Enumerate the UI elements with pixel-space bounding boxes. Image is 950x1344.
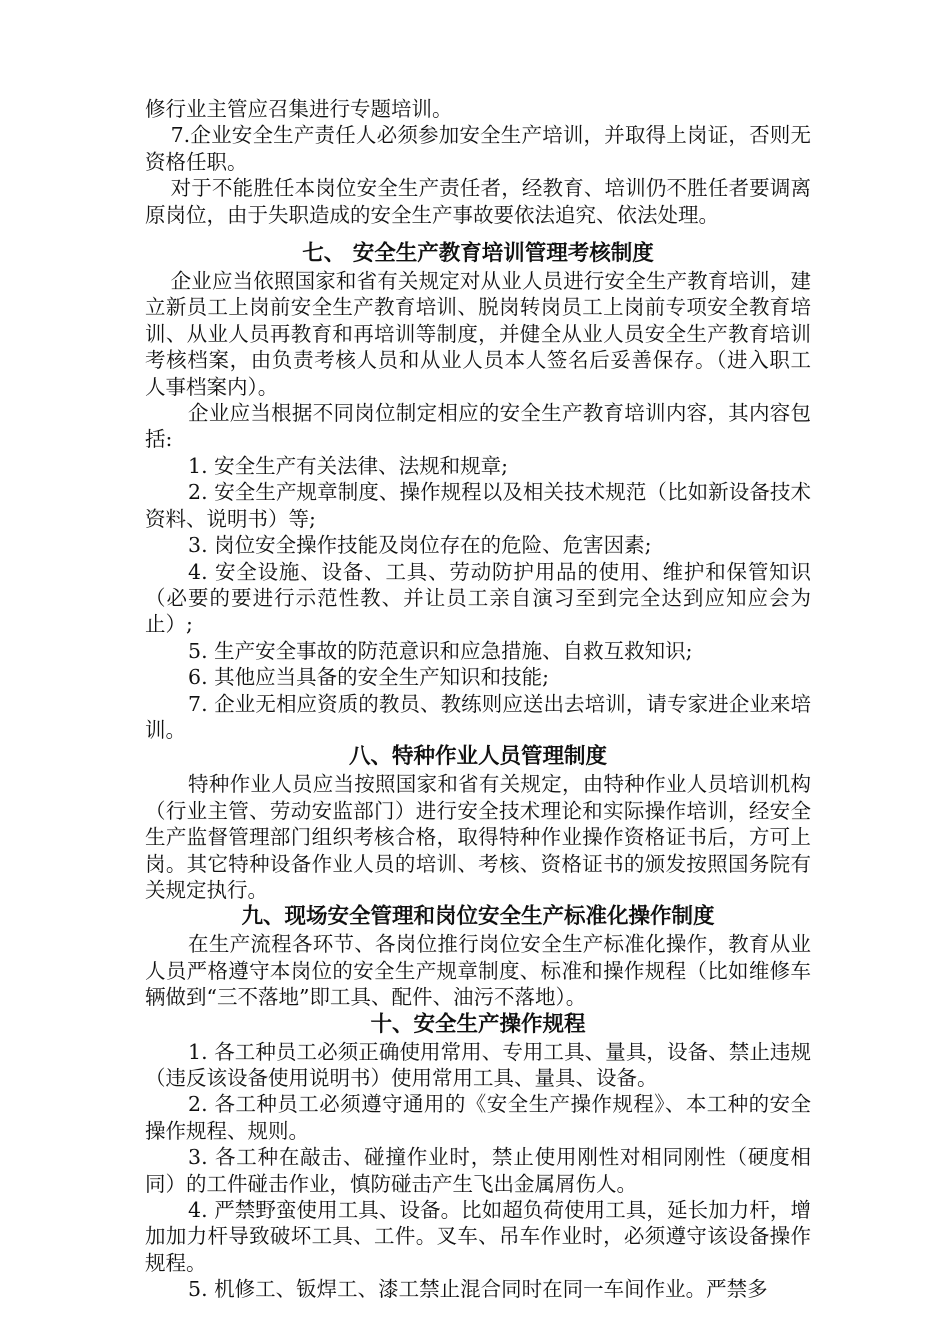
section-7-intro: 企业应当依照国家和省有关规定对从业人员进行安全生产教育培训，建立新员工上岗前安全生产教育培训、脱岗转岗员工上岗前专项安全教育培训、从业人员再教育和再培训等制度，并健全从业人员安全生产教育培训考核档案，由负责考核人员和从业人员本人签名后妥善保存。（进入职工人事档案内）。 [145, 269, 811, 399]
section-9-title: 九、现场安全管理和岗位安全生产标准化操作制度 [241, 904, 715, 930]
section-7-item: 2. 安全生产规章制度、操作规程以及相关技术规范（比如新设备技术资料、说明书）等; [145, 480, 811, 531]
section-8-title: 八、特种作业人员管理制度 [348, 744, 607, 770]
section-10-title: 十、安全生产操作规程 [370, 1011, 586, 1037]
section-7-item: 6. 其他应当具备的安全生产知识和技能; [188, 665, 550, 690]
section-10-item: 2. 各工种员工必须遵守通用的《安全生产操作规程》、本工种的安全操作规程、规则。 [145, 1092, 811, 1143]
section-7-item: 1. 安全生产有关法律、法规和规章; [188, 453, 509, 478]
paragraph-dismissal: 对于不能胜任本岗位安全生产责任者，经教育、培训仍不胜任者要调离原岗位，由于失职造成的安全生产事故要依法追究、依法处理。 [145, 176, 811, 227]
section-10-item: 4. 严禁野蛮使用工具、设备。比如超负荷使用工具，延长加力杆，增加加力杆导致破坏工具、工件。叉车、吊车作业时，必须遵守该设备操作规程。 [145, 1198, 811, 1275]
section-7-item: 4. 安全设施、设备、工具、劳动防护用品的使用、维护和保管知识（必要的要进行示范性教、并让员工亲自演习至到完全达到应知应会为止）; [145, 559, 811, 637]
section-7-item: 5. 生产安全事故的防范意识和应急措施、自救互救知识; [188, 638, 693, 663]
section-7-intro-2: 企业应当根据不同岗位制定相应的安全生产教育培训内容，其内容包括: [145, 401, 811, 452]
section-10-item: 5. 机修工、钣焊工、漆工禁止混合同时在同一车间作业。严禁多 [188, 1277, 768, 1302]
section-7-item: 3. 岗位安全操作技能及岗位存在的危险、危害因素; [188, 533, 652, 558]
document-page [145, 96, 811, 1303]
section-7-title: 七、 安全生产教育培训管理考核制度 [302, 241, 654, 267]
paragraph-continuation: 修行业主管应召集进行专题培训。 [145, 97, 453, 121]
section-7-item: 7. 企业无相应资质的教员、教练则应送出去培训，请专家进企业来培训。 [145, 691, 811, 742]
section-10-item: 1. 各工种员工必须正确使用常用、专用工具、量具，设备、禁止违规（违反该设备使用说明书）使用常用工具、量具、设备。 [145, 1039, 811, 1090]
section-8-body: 特种作业人员应当按照国家和省有关规定，由特种作业人员培训机构（行业主管、劳动安监部门）进行安全技术理论和实际操作培训，经安全生产监督管理部门组织考核合格，取得特种作业操作资格证书后，方可上岗。其它特种设备作业人员的培训、考核、资格证书的颁发按照国务院有关规定执行。 [145, 772, 811, 902]
section-10-item: 3. 各工种在敲击、碰撞作业时，禁止使用刚性对相同刚性（硬度相同）的工件碰击作业，慎防碰击产生飞出金属屑伤人。 [145, 1145, 811, 1196]
section-9-body: 在生产流程各环节、各岗位推行岗位安全生产标准化操作，教育从业人员严格遵守本岗位的安全生产规章制度、标准和操作规程（比如维修车辆做到“三不落地”即工具、配件、油污不落地）。 [145, 932, 811, 1010]
paragraph-rule-7: 7.企业安全生产责任人必须参加安全生产培训，并取得上岗证，否则无资格任职。 [145, 123, 811, 174]
